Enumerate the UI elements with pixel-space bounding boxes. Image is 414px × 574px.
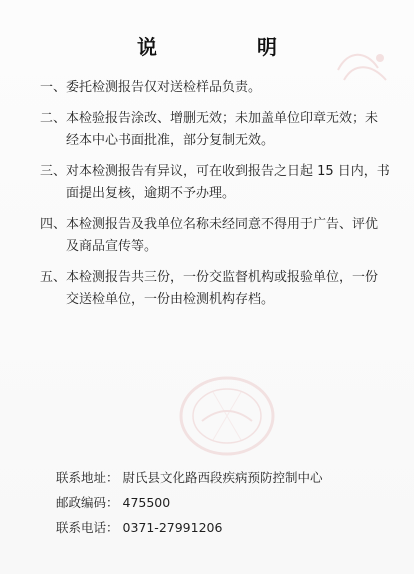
note-item-2: 二、本检验报告涂改、增删无效；未加盖单位印章无效；未经本中心书面批准，部分复制无效。 bbox=[40, 111, 379, 148]
contact-phone-value: 0371-27991206 bbox=[122, 520, 223, 535]
contact-info bbox=[56, 465, 376, 540]
contact-address-value: 尉氏县文化路西段疾病预防控制中心 bbox=[122, 470, 323, 485]
contact-address-label: 联系地址： bbox=[56, 470, 119, 485]
note-item-1: 一、委托检测报告仅对送检样品负责。 bbox=[40, 80, 262, 95]
contact-postcode-value: 475500 bbox=[122, 495, 171, 510]
notes-list bbox=[40, 77, 390, 320]
contact-phone-row bbox=[56, 515, 376, 540]
contact-postcode-row bbox=[56, 490, 376, 515]
note-item-5: 五、本检测报告共三份，一份交监督机构或报验单位，一份交送检单位，一份由检测机构存档。 bbox=[40, 270, 379, 307]
document-title: 说 明 bbox=[137, 35, 317, 60]
contact-postcode-label: 邮政编码： bbox=[56, 495, 119, 510]
note-item-3: 三、对本检测报告有异议，可在收到报告之日起 15 日内，书面提出复核，逾期不予办理。 bbox=[40, 164, 390, 201]
contact-phone-label: 联系电话： bbox=[56, 520, 119, 535]
contact-address-row bbox=[56, 465, 376, 490]
note-item-4: 四、本检测报告及我单位名称未经同意不得用于广告、评优及商品宣传等。 bbox=[40, 217, 379, 254]
stamp-watermark bbox=[167, 367, 287, 465]
